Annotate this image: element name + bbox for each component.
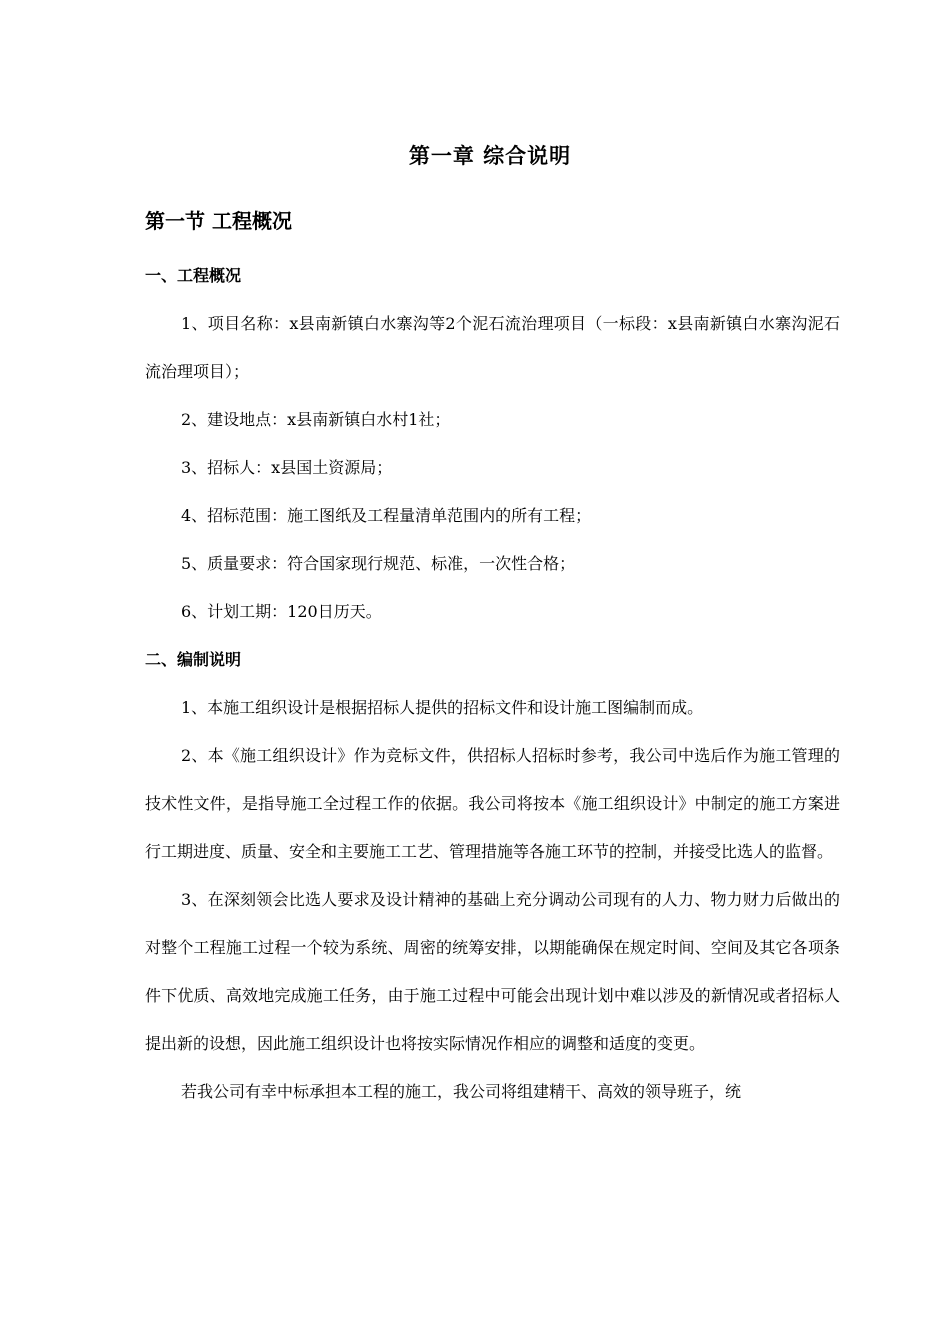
paragraph: 3、在深刻领会比选人要求及设计精神的基础上充分调动公司现有的人力、物力财力后做出的对整个工程施工过程一个较为系统、周密的统筹安排，以期能确保在规定时间、空间及其它各项条件下优质、高效地完成施工任务，由于施工过程中可能会出现计划中难以涉及的新情况或者招标人提出新的设想，因此施工组织设计也将按实际情况作相应的调整和适度的变更。 — [145, 890, 840, 1053]
paragraph: 1、本施工组织设计是根据招标人提供的招标文件和设计施工图编制而成。 — [181, 698, 704, 717]
chapter-title: 第一章 综合说明 — [408, 143, 572, 168]
paragraph: 2、建设地点：x县南新镇白水村1社； — [181, 410, 451, 429]
paragraph: 6、计划工期：120日历天。 — [181, 602, 382, 621]
subsection-heading-overview: 一、工程概况 — [145, 266, 242, 285]
paragraph: 若我公司有幸中标承担本工程的施工，我公司将组建精干、高效的领导班子，统 — [181, 1082, 742, 1101]
paragraph: 1、项目名称：x县南新镇白水寨沟等2个泥石流治理项目（一标段：x县南新镇白水寨沟泥石流治理项目）； — [145, 314, 840, 381]
paragraph: 5、质量要求：符合国家现行规范、标准，一次性合格； — [181, 554, 576, 573]
paragraph: 2、本《施工组织设计》作为竞标文件，供招标人招标时参考，我公司中选后作为施工管理的技术性文件，是指导施工全过程工作的依据。我公司将按本《施工组织设计》中制定的施工方案进行工期进度、质量、安全和主要施工工艺、管理措施等各施工环节的控制，并接受比选人的监督。 — [145, 746, 840, 861]
paragraph: 3、招标人：x县国土资源局； — [181, 458, 393, 477]
document-body — [145, 252, 840, 1116]
paragraph: 4、招标范围：施工图纸及工程量清单范围内的所有工程； — [181, 506, 592, 525]
subsection-heading-notes: 二、编制说明 — [145, 650, 242, 669]
section-title: 第一节 工程概况 — [145, 209, 292, 233]
